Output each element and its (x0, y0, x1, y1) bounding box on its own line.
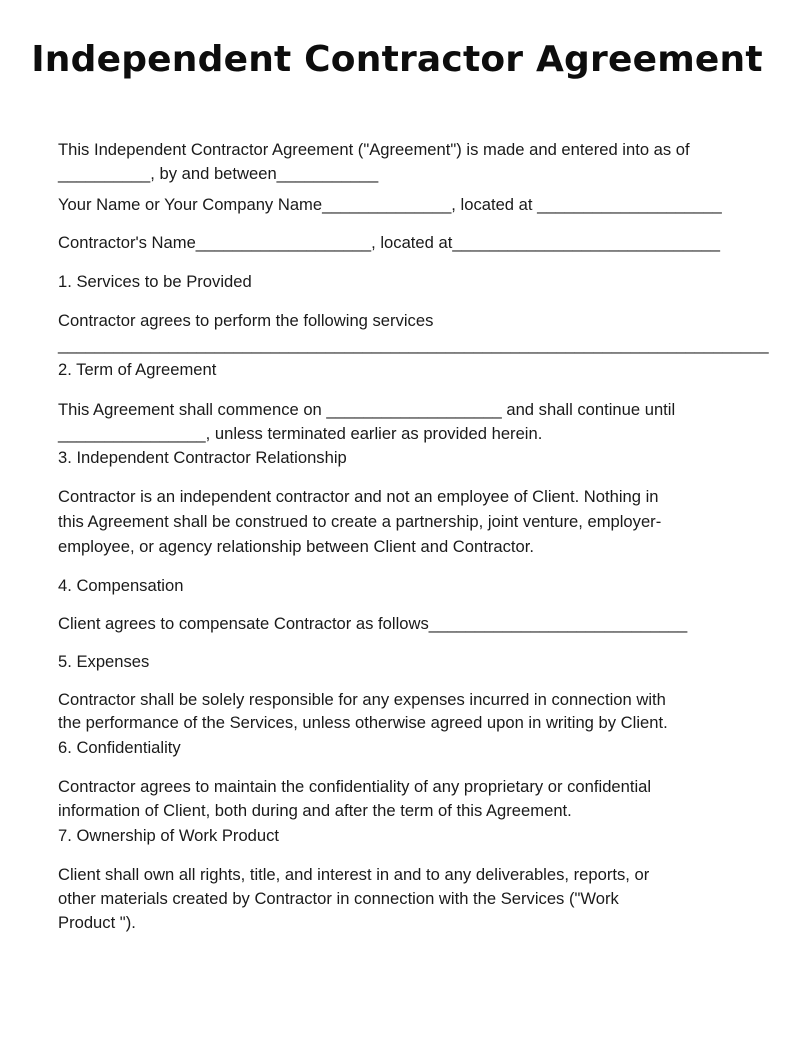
section-7-heading: 7. Ownership of Work Product (58, 826, 280, 845)
section-1-heading: 1. Services to be Provided (58, 272, 252, 291)
section-3-line-1: Contractor is an independent contractor and not an employee of Client. Nothing in (58, 487, 659, 506)
section-3-heading: 3. Independent Contractor Relationship (58, 448, 347, 467)
intro-line-1: This Independent Contractor Agreement ("Agreement") is made and entered into as of (58, 140, 690, 159)
section-2-line-2: ________________, unless terminated earlier as provided herein. (58, 424, 543, 443)
section-6-heading: 6. Confidentiality (58, 738, 181, 757)
section-4-heading: 4. Compensation (58, 576, 184, 595)
section-2-line-1: This Agreement shall commence on ___________________ and shall continue until (58, 400, 676, 419)
section-1-text: Contractor agrees to perform the following services (58, 311, 434, 330)
section-5-line-1: Contractor shall be solely responsible for any expenses incurred in connection with (58, 690, 666, 709)
section-6-line-1: Contractor agrees to maintain the confidentiality of any proprietary or confidential (58, 777, 652, 796)
section-7-line-2: other materials created by Contractor in connection with the Services ("Work (58, 889, 619, 908)
section-5-heading: 5. Expenses (58, 652, 150, 671)
section-6-line-2: information of Client, both during and after the term of this Agreement. (58, 801, 572, 820)
section-4-text: Client agrees to compensate Contractor as follows____________________________ (58, 614, 688, 633)
section-3-line-3: employee, or agency relationship between Client and Contractor. (58, 537, 534, 556)
section-5-line-2: the performance of the Services, unless otherwise agreed upon in writing by Client. (58, 713, 668, 732)
section-3-line-2: this Agreement shall be construed to create a partnership, joint venture, employer- (58, 512, 662, 531)
section-7-line-1: Client shall own all rights, title, and interest in and to any deliverables, reports, or (58, 865, 650, 884)
client-line: Your Name or Your Company Name______________, located at ____________________ (58, 195, 722, 214)
contractor-line: Contractor's Name___________________, located at_____________________________ (58, 233, 720, 252)
intro-line-2: __________, by and between___________ (58, 164, 379, 183)
section-7-line-3: Product "). (58, 913, 136, 932)
section-2-heading: 2. Term of Agreement (58, 360, 217, 379)
section-1-blank-line: _____________________________________________________________________________ (58, 335, 769, 354)
document-title: Independent Contractor Agreement (31, 39, 763, 80)
